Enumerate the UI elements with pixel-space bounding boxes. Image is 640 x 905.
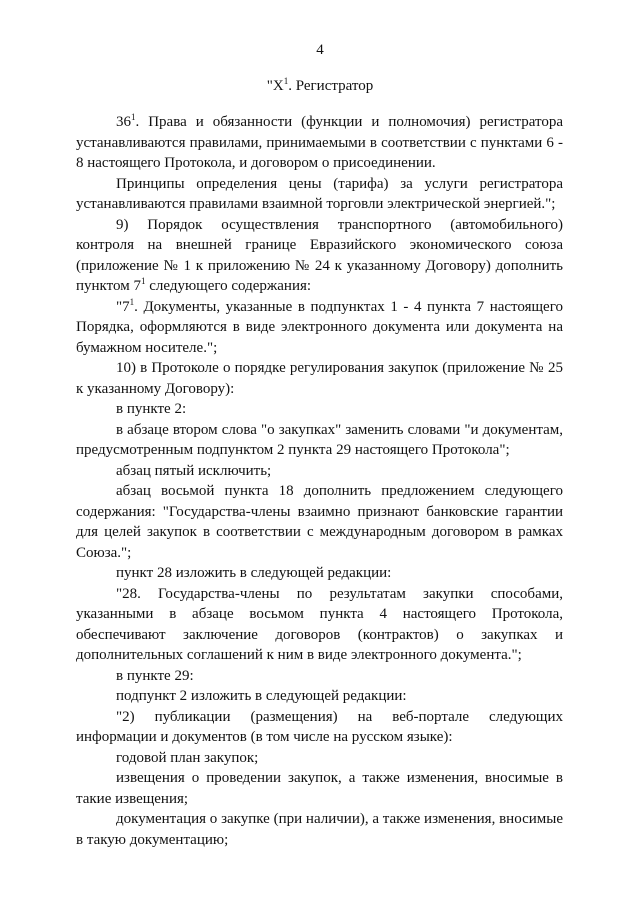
paragraph-tariff <box>76 174 563 215</box>
paragraph-28-text <box>76 584 563 666</box>
paragraph-text: пункт 28 изложить в следующей редакции: <box>116 565 392 581</box>
heading-prefix: "X <box>266 78 284 94</box>
paragraph-text: "28. Государства-члены по результатам закупки способами, указанными в абзаце восьмом пункта 4 настоящего Протокола, обеспечивают заключение договоров (контрактов) о закупках и дополнительных соглашений к ним в виде электронного документа."; <box>76 585 563 663</box>
paragraph-text: Принципы определения цены (тарифа) за услуги регистратора устанавливаются правилами взаимной торговли электрической энергией."; <box>76 175 563 212</box>
paragraph-point-18 <box>76 481 563 563</box>
paragraph-text: . Документы, указанные в подпунктах 1 - 4 пункта 7 настоящего Порядка, оформляются в виде электронного документа или документа на бумажном носителе."; <box>76 298 563 356</box>
paragraph-text: в абзаце втором слова "о закупках" заменить словами "и документам, предусмотренным подпунктом 2 пункта 29 настоящего Протокола"; <box>76 421 563 458</box>
paragraph-text: абзац пятый исключить; <box>116 462 272 479</box>
page-number: 4 <box>316 42 324 58</box>
section-heading <box>0 76 640 96</box>
paragraph-point-28 <box>76 563 563 584</box>
paragraph-text: "2) публикации (размещения) на веб-портале следующих информации и документов (в том числе на русском языке): <box>76 708 563 745</box>
paragraph-text: извещения о проведении закупок, а также изменения, вносимые в такие извещения; <box>76 770 563 807</box>
heading-superscript: 1 <box>283 76 289 86</box>
document-body <box>76 112 563 850</box>
paragraph-36-1 <box>76 112 563 174</box>
paragraph-documentation <box>76 809 563 850</box>
paragraph-notices <box>76 768 563 809</box>
paragraph-text: . Права и обязанности (функции и полномочия) регистратора устанавливаются правилами, принимаемыми в соответствии с пунктами 6 - 8 настоящего Протокола, и договором о присоединении. <box>76 114 563 171</box>
paragraph-subpoint-2 <box>76 686 563 707</box>
paragraph-annual-plan <box>76 748 563 769</box>
superscript: 1 <box>140 276 146 286</box>
paragraph-text: 9) Порядок осуществления транспортного (автомобильного) контроля на внешней границе Евразийского экономического союза (приложение № 1 к приложению № 24 к указанному Договору) дополнить пунктом 7 <box>76 216 563 294</box>
paragraph-item-9 <box>76 215 563 297</box>
paragraph-abzac-5 <box>76 461 563 482</box>
paragraph-number: "7 <box>116 298 130 315</box>
paragraph-text: абзац восьмой пункта 18 дополнить предложением следующего содержания: "Государства-члены взаимно признают банковские гарантии для целей закупок в соответствии с международным договором в рамках Союза."; <box>76 483 563 561</box>
heading-suffix: . Регистратор <box>288 78 374 94</box>
paragraph-text: в пункте 29: <box>116 667 194 684</box>
paragraph-text: подпункт 2 изложить в следующей редакции: <box>116 688 407 704</box>
paragraph-abzac-2 <box>76 420 563 461</box>
paragraph-publication <box>76 707 563 748</box>
paragraph-point-29 <box>76 666 563 687</box>
paragraph-7-1 <box>76 297 563 359</box>
paragraph-number: 36 <box>116 114 131 130</box>
superscript: 1 <box>129 296 135 307</box>
superscript: 1 <box>131 112 136 122</box>
paragraph-text: следующего содержания: <box>145 278 312 294</box>
paragraph-text: в пункте 2: <box>116 401 187 417</box>
paragraph-point-2 <box>76 399 563 420</box>
paragraph-item-10 <box>76 358 563 399</box>
paragraph-text: 10) в Протоколе о порядке регулирования закупок (приложение № 25 к указанному Договору): <box>76 360 563 397</box>
paragraph-text: годовой план закупок; <box>116 749 259 766</box>
paragraph-text: документация о закупке (при наличии), а также изменения, вносимые в такую документацию; <box>76 811 563 848</box>
